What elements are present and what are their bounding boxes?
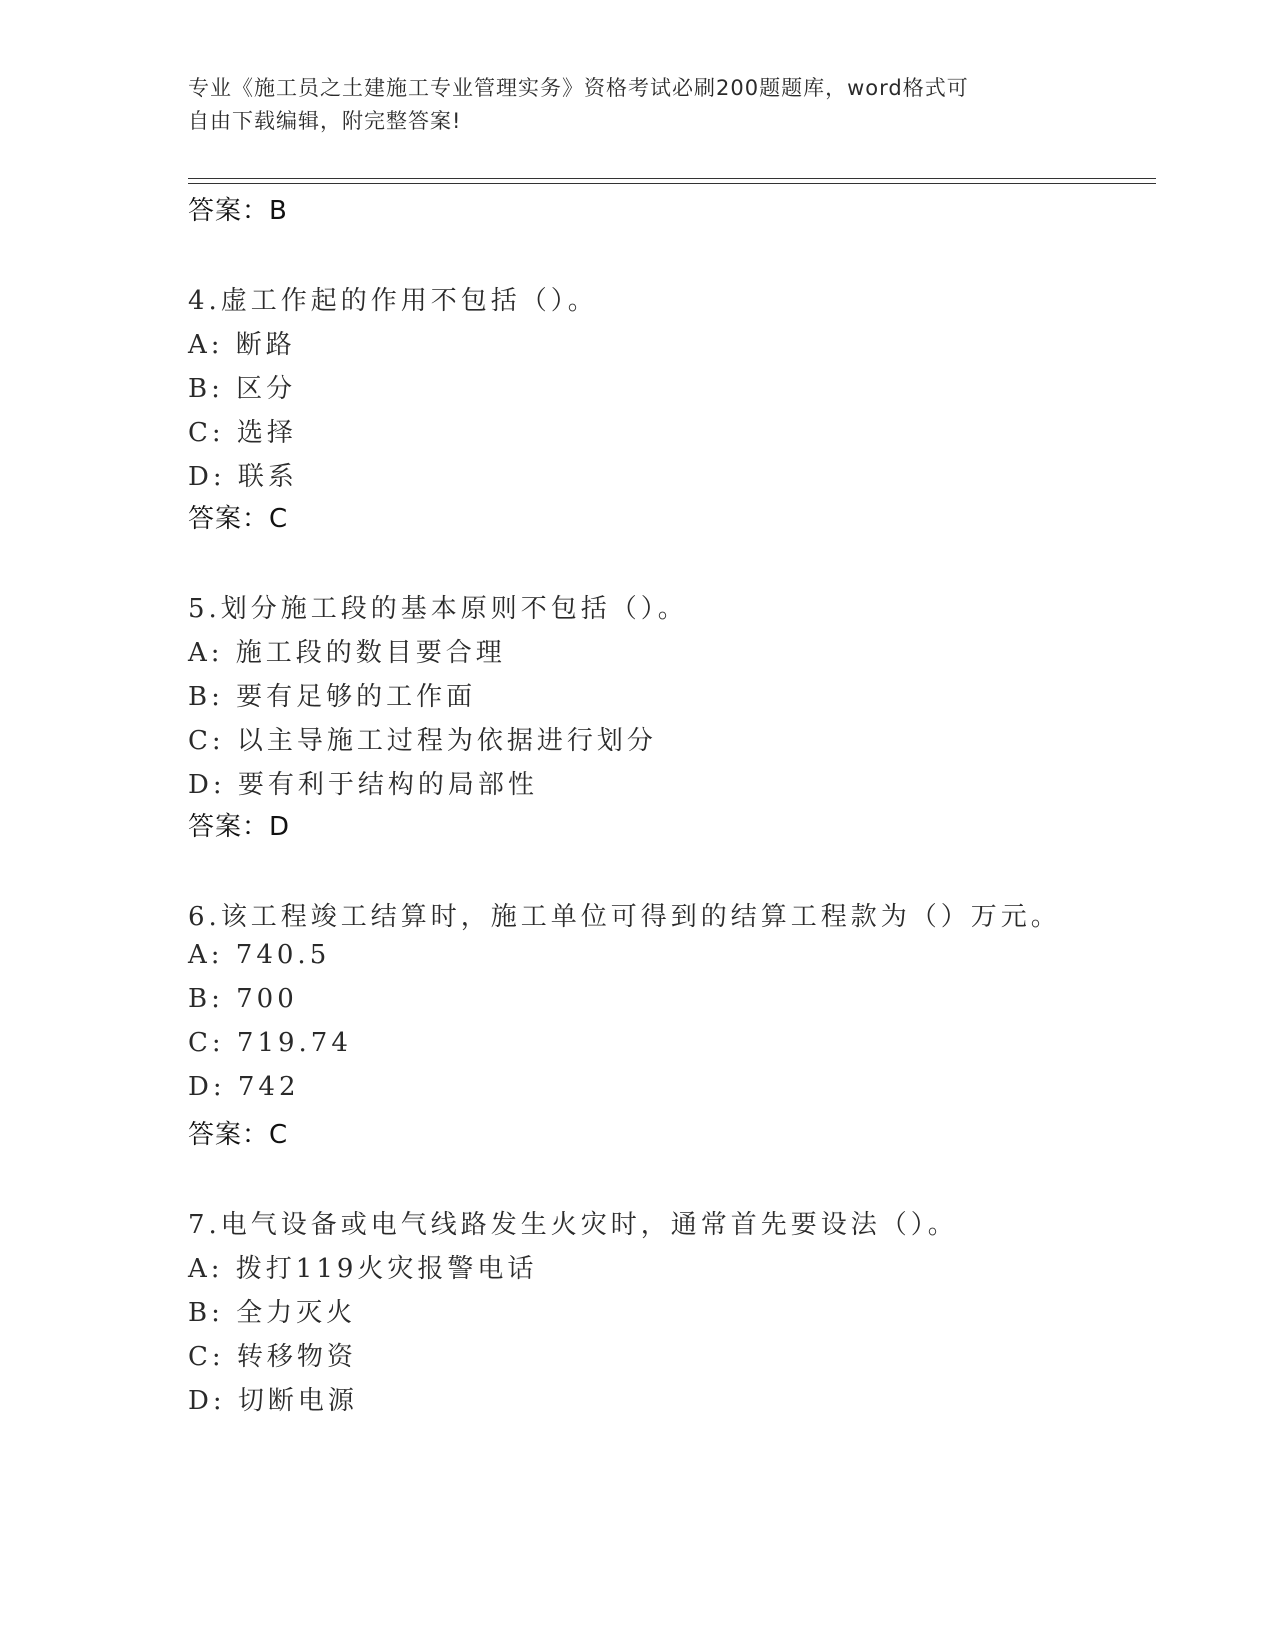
option-c: C: 转移物资 [188, 1342, 357, 1372]
option-d: D: 联系 [188, 462, 298, 492]
option-b: B: 区分 [188, 374, 297, 404]
header-line-1: 专业《施工员之土建施工专业管理实务》资格考试必刷200题题库，word格式可 [188, 76, 969, 100]
header-line-2: 自由下载编辑，附完整答案! [188, 109, 462, 133]
question-stem: 7.电气设备或电气线路发生火灾时，通常首先要设法（）。 [188, 1210, 958, 1240]
document-header [188, 72, 1088, 138]
question-stem: 5.划分施工段的基本原则不包括（）。 [188, 594, 688, 624]
answer-line: 答案：C [188, 1120, 289, 1150]
header-divider-bottom [188, 183, 1156, 184]
option-b: B: 要有足够的工作面 [188, 682, 477, 712]
option-d: D: 切断电源 [188, 1386, 358, 1416]
option-d: D: 742 [188, 1072, 300, 1102]
option-b: B: 全力灭火 [188, 1298, 357, 1328]
option-a: A: 施工段的数目要合理 [188, 638, 506, 668]
option-c: C: 选择 [188, 418, 297, 448]
answer-line: 答案：D [188, 812, 291, 842]
option-b: B: 700 [188, 984, 298, 1014]
option-a: A: 断路 [188, 330, 296, 360]
header-divider-top [188, 178, 1156, 179]
option-d: D: 要有利于结构的局部性 [188, 770, 538, 800]
option-c: C: 719.74 [188, 1028, 352, 1058]
option-a: A: 拨打119火灾报警电话 [188, 1254, 538, 1284]
question-stem: 4.虚工作起的作用不包括（）。 [188, 286, 598, 316]
option-c: C: 以主导施工过程为依据进行划分 [188, 726, 657, 756]
question-stem: 6.该工程竣工结算时，施工单位可得到的结算工程款为（）万元。 [188, 902, 1061, 932]
option-a: A: 740.5 [188, 940, 331, 970]
answer-line: 答案：B [188, 196, 288, 226]
answer-line: 答案：C [188, 504, 289, 534]
